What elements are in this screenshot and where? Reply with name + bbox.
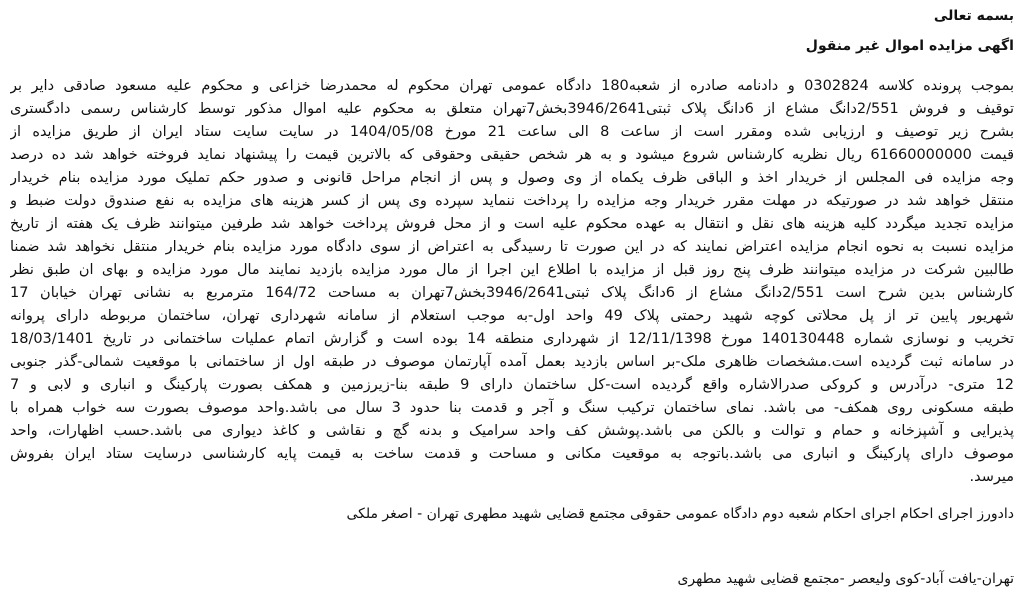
body-line: کارشناس بدین شرح است 2/551دانگ مشاع از 6دانگ پلاک ثبتی3946/2641بخش7تهران به مساحت 164/72 مترمربع به نشانی تهران خیابان 17	[10, 285, 1014, 301]
notice-title: اگهی مزایده اموال غیر منقول	[805, 38, 1014, 54]
body-line: طالبین شرکت در مزایده میتوانند ظرف پنج روز قبل از مزایده با اطلاع این اجرا از مال مورد مزایده بازدید نمایند مال مورد مزایده و بهای ان طبق نظر	[10, 262, 1014, 278]
body-line: بموجب پرونده کلاسه 0302824 و دادنامه صادره از شعبه180 دادگاه عمومی تهران محکوم له محمدرضا خزاعی و محکوم علیه مسعود صادقی دایر بر	[10, 78, 1014, 94]
body-line: 12 متری- درآدرس و کروکی صدرالاشاره واقع گردیده است-کل ساختمان دارای 9 طبقه بنا-زیرزمین و همکف بصورت پارکینگ و انباری و لابی و 7	[10, 377, 1014, 393]
body-line: در سامانه ثبت گردیده است.مشخصات ظاهری ملک-بر اساس بازدید بعمل آمده آپارتمان موصوف در طبقه اول از ساختمانی با موقعیت شمالی-گذر جنوبی	[10, 354, 1014, 370]
body-line: موصوف دارای پارکینگ و انباری می باشد.باتوجه به موقعیت مکانی و مساحت و قدمت ساخت به قیمت پایه کارشناسی درسایت ستاد ایران بفروش	[10, 446, 1014, 462]
body-line: میرسد.	[969, 469, 1014, 485]
body-line: مزایده تجدید میگردد کلیه هزینه های نقل و انتقال به عهده محکوم علیه است و از محل فروش پرداخت خواهد شد طرفین میتوانند ظرف یک هفته از تاریخ	[10, 216, 1014, 232]
body-line: تخریب و نوسازی شماره 140130448 مورخ 12/11/1398 از شهرداری منطقه 14 بوده است و گزارش اتمام عملیات ساختمانی در تاریخ 18/03/1401	[10, 331, 1014, 347]
body-line: منتقل خواهد شد در صورتیکه در مهلت مقرر خریدار وجه مزایده را پرداخت ننماید سپرده وی پس از کسر هزینه های مزایده به نفع صندوق دولت ضبط و	[10, 193, 1014, 209]
body-line: توقیف و فروش 2/551دانگ مشاع از 6دانگ پلاک ثبتی3946/2641بخش7تهران متعلق به محکوم علیه اموال مذکور توسط کارشناس رسمی دادگستری	[10, 101, 1014, 117]
body-line: قیمت 61660000000 ریال نظریه کارشناس شروع میشود و به هر شخص حقیقی وحقوقی که بالاترین قیمت را پیشنهاد نماید فروخته خواهد شد ده درصد	[10, 147, 1014, 163]
body-line: مزایده نسبت به نحوه انجام مزایده اعتراض نمایند که در این صورت تا رسیدگی به اعتراض از سوی دادگاه مورد مزایده بنام خریدار منتقل نخواهد شد ضمنا	[10, 239, 1014, 255]
court-address: تهران-یافت آباد-کوی ولیعصر -مجتمع قضایی شهید مطهری	[677, 571, 1014, 587]
body-line: پذیرایی و آشپزخانه و حمام و توالت و بالکن می باشد.پوشش کف واحد سرامیک و بدنه گچ و نقاشی و کاغذ دیواری می باشد.حسب اظهارات، واحد	[10, 423, 1014, 439]
enforcement-officer-signature: دادورز اجرای احکام اجرای احکام شعبه دوم دادگاه عمومی حقوقی مجتمع قضایی شهید مطهری تهران - اصغر ملکی	[346, 506, 1014, 522]
bismillah-heading: بسمه تعالی	[933, 8, 1014, 24]
body-line: شهریور پایین تر از پل محلاتی کوچه شهید رحمتی پلاک 49 واحد اول-به موجب استعلام از سامانه شهرداری تهران، ساختمان مربوطه دارای پروانه	[10, 308, 1014, 324]
body-line: طبقه مسکونی روی همکف- می باشد. نمای ساختمان ترکیب سنگ و آجر و قدمت بنا حدود 3 سال می باشد.واحد موصوف بصورت سه خواب همراه با	[10, 400, 1014, 416]
body-line: وجه مزایده فی المجلس از خریدار اخذ و الباقی ظرف یکماه از وی وصول و پس از انجام مراحل قانونی و صدور حکم تملیک مورد مزایده بنام خریدار	[10, 170, 1014, 186]
body-line: بشرح زیر توصیف و ارزیابی شده ومقرر است از ساعت 8 الی ساعت 21 مورخ 1404/05/08 در سایت سایت ستاد ایران از طریق مزایده از	[10, 124, 1014, 140]
